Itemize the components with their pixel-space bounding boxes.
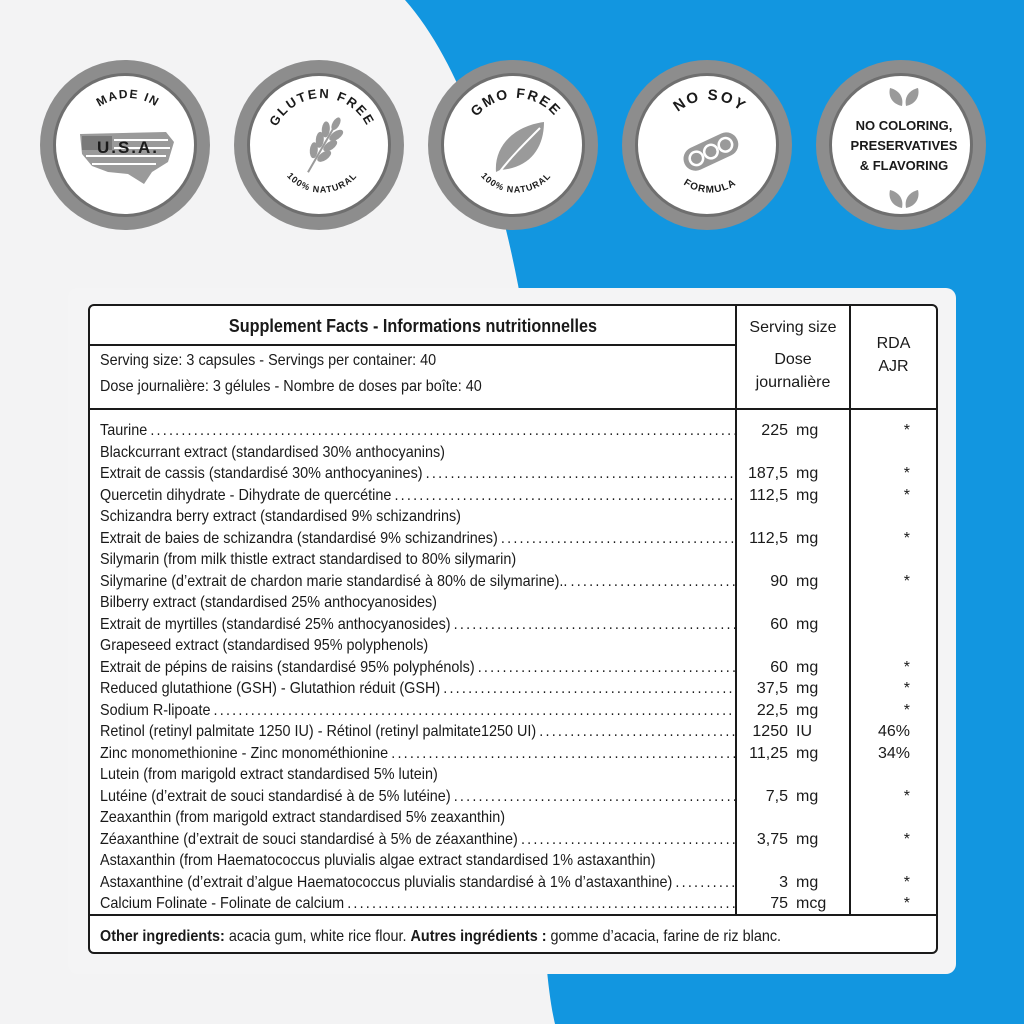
amount-value: 60 (770, 658, 788, 676)
ingredient-name (100, 463, 736, 484)
ingredient-name (100, 485, 736, 506)
ingredient-name-text: Grapeseed extract (standardised 95% polyphenols) (100, 637, 429, 654)
ingredient-name-text: Reduced glutathione (GSH) - Glutathion réduit (GSH) . . . (100, 678, 736, 699)
amount-unit: mg (796, 529, 819, 547)
ingredient-name-text: Lutein (from marigold extract standardised 5% lutein) (100, 766, 438, 783)
ingredient-name-text: Taurine . . . (100, 420, 736, 441)
ingredient-name (100, 549, 736, 570)
ingredient-amount (738, 420, 830, 441)
amount-value: 1250 (752, 723, 788, 740)
amount-unit: mg (796, 486, 819, 504)
amount-unit: mg (796, 615, 819, 633)
ingredient-name (100, 807, 736, 828)
ingredient-amount (738, 829, 830, 850)
ingredient-name (100, 743, 736, 764)
badge-top-text: GLUTEN FREE (266, 85, 378, 129)
amount-value: 225 (761, 422, 788, 439)
table-row (90, 893, 936, 914)
table-row (90, 528, 936, 549)
ingredient-name-text: Silymarin (from milk thistle extract standardised to 80% silymarin) (100, 551, 517, 568)
ingredient-amount (738, 721, 830, 742)
rda-header-line-2: AJR (878, 358, 909, 375)
ingredient-amount (738, 700, 830, 721)
svg-text:100% NATURAL (285, 171, 359, 195)
other-ingredients-label-en: Other ingredients: (100, 928, 225, 945)
table-row (90, 614, 936, 635)
ingredient-rda: * (903, 658, 910, 676)
table-row (90, 657, 936, 678)
serving-header-line-3: journalière (755, 374, 831, 391)
serving-size-en: Serving size: 3 capsules - Servings per container: 40 (100, 352, 437, 369)
ingredient-name-text: Silymarine (d’extrait de chardon marie standardisé à 80% de silymarine).. . . . (100, 571, 736, 592)
ingredient-amount (738, 893, 830, 914)
svg-text:GLUTEN FREE (266, 86, 378, 129)
amount-unit: mg (796, 744, 819, 762)
ingredient-name (100, 614, 736, 635)
ingredient-name (100, 850, 736, 871)
leaf-icon (496, 122, 544, 174)
no-soy-badge (622, 60, 792, 230)
ingredient-rda: * (903, 895, 910, 912)
ingredient-name (100, 721, 736, 742)
svg-text:FORMULA (682, 177, 739, 195)
table-row (90, 721, 936, 742)
badge-top-text: NO SOY (670, 86, 750, 116)
ingredient-amount (738, 571, 830, 592)
ingredient-name (100, 420, 736, 441)
ingredient-name (100, 893, 736, 914)
ingredient-rda: * (903, 787, 910, 805)
table-row (90, 743, 936, 764)
ingredient-name (100, 700, 736, 721)
ingredient-amount (738, 657, 830, 678)
amount-value: 60 (770, 615, 788, 633)
ingredient-amount (738, 463, 830, 484)
svg-text:100% NATURAL (479, 171, 553, 195)
amount-unit: mcg (796, 895, 827, 912)
ingredient-rda: * (903, 572, 910, 590)
ingredient-rda: * (903, 873, 910, 891)
gluten-free-badge (234, 60, 404, 230)
ingredient-name (100, 678, 736, 699)
soybean-pod-icon (680, 128, 743, 174)
ingredient-amount (738, 678, 830, 699)
ingredient-name-text: Schizandra berry extract (standardised 9% schizandrins) (100, 508, 461, 525)
amount-value: 187,5 (747, 465, 788, 482)
table-row (90, 807, 936, 828)
other-ingredients-text-en: acacia gum, white rice flour. (224, 928, 411, 945)
serving-size-header (737, 316, 849, 394)
other-ingredients (100, 928, 781, 946)
ingredient-name-text: Quercetin dihydrate - Dihydrate de quercétine . . . (100, 485, 736, 506)
badge-top-text: GMO FREE (467, 84, 565, 120)
table-row (90, 678, 936, 699)
table-row (90, 592, 936, 613)
badge-bottom-text: FORMULA (681, 177, 739, 196)
table-row (90, 442, 936, 463)
ingredient-amount (738, 614, 830, 635)
table-row (90, 700, 936, 721)
ingredient-name (100, 528, 736, 549)
badge-bottom-text: 100% NATURAL (479, 170, 553, 195)
ingredient-name-text: Blackcurrant extract (standardised 30% anthocyanins) (100, 443, 445, 461)
badge-line-1: NO COLORING, (855, 118, 953, 133)
ingredient-rda: 34% (877, 744, 910, 762)
ingredient-amount (738, 786, 830, 807)
amount-value: 37,5 (756, 680, 788, 697)
ingredient-name-text: Lutéine (d’extrait de souci standardisé à de 5% lutéine) . . . (100, 786, 736, 807)
amount-unit: mg (796, 658, 819, 676)
table-row (90, 549, 936, 570)
amount-unit: IU (796, 723, 812, 740)
ingredient-name-text: Astaxanthin (from Haematococcus pluvialis algae extract standardised 1% astaxanthin) (100, 852, 656, 869)
ingredient-name-text: Calcium Folinate - Folinate de calcium . . . (100, 893, 736, 914)
amount-unit: mg (796, 465, 819, 482)
ingredient-name (100, 442, 736, 463)
ingredient-rda: * (903, 701, 910, 719)
amount-unit: mg (796, 701, 819, 719)
ingredient-name-text: Sodium R-lipoate . . . (100, 700, 736, 721)
table-row (90, 872, 936, 893)
badge-bottom-text: 100% NATURAL (285, 170, 359, 195)
ingredient-rda: * (903, 422, 910, 439)
badge-center-text (832, 116, 976, 176)
ingredient-name-text: Zéaxanthine (d’extrait de souci standardisé à 5% de zéaxanthine) . . . (100, 829, 736, 850)
ingredient-name-text: Zeaxanthin (from marigold extract standardised 5% zeaxanthin) (100, 809, 505, 826)
ingredient-rda: * (903, 529, 910, 547)
ingredient-name (100, 635, 736, 656)
amount-value: 112,5 (749, 486, 788, 504)
ingredient-name (100, 571, 736, 592)
badge-center-text: U.S.A. (96, 138, 160, 157)
ingredient-rda: 46% (877, 723, 910, 740)
rda-header-line-1: RDA (876, 335, 911, 352)
facts-title: Supplement Facts - Informations nutritionnelles (228, 316, 598, 336)
table-row (90, 635, 936, 656)
amount-unit: mg (796, 787, 819, 805)
supplement-facts-table (88, 304, 938, 954)
svg-text:NO SOY (670, 87, 750, 116)
ingredient-amount (738, 485, 830, 506)
ingredient-name (100, 506, 736, 527)
ingredient-name-text: Retinol (retinyl palmitate 1250 IU) - Rétinol (retinyl palmitate1250 UI) . . . (100, 721, 736, 742)
badge-line-3: & FLAVORING (859, 158, 949, 173)
badge-line-2: PRESERVATIVES (850, 138, 958, 153)
badge-top-text: MADE IN (93, 86, 163, 110)
ingredient-name-text: Extrait de myrtilles (standardisé 25% anthocyanosides) . . . (100, 614, 736, 635)
ingredient-name-text: Bilberry extract (standardised 25% anthocyanosides) (100, 594, 437, 611)
amount-unit: mg (796, 572, 819, 590)
ingredient-amount (738, 528, 830, 549)
no-coloring-badge (816, 60, 986, 230)
table-row (90, 850, 936, 871)
ingredient-name-text: Extrait de baies de schizandra (standardisé 9% schizandrines) . . . (100, 528, 736, 549)
other-ingredients-label-fr: Autres ingrédients : (410, 928, 547, 945)
amount-value: 75 (770, 895, 788, 912)
ingredient-name (100, 592, 736, 613)
ingredient-name (100, 764, 736, 785)
table-row (90, 829, 936, 850)
amount-unit: mg (796, 422, 819, 439)
serving-header-line-1: Serving size (749, 319, 837, 336)
ingredient-rda: * (903, 465, 910, 482)
amount-unit: mg (796, 830, 819, 848)
ingredient-name-text: Extrait de pépins de raisins (standardisé 95% polyphénols) . . . (100, 657, 736, 678)
table-row (90, 571, 936, 592)
wheat-icon (297, 111, 351, 179)
title-divider (90, 344, 736, 346)
rda-header (851, 332, 936, 378)
table-row (90, 786, 936, 807)
amount-unit: mg (796, 680, 819, 697)
svg-text:GMO FREE (467, 85, 565, 119)
amount-value: 22,5 (756, 701, 788, 719)
table-row (90, 420, 936, 441)
amount-value: 7,5 (765, 787, 788, 805)
amount-unit: mg (796, 873, 819, 891)
table-row (90, 506, 936, 527)
table-row (90, 463, 936, 484)
amount-value: 11,25 (749, 744, 788, 762)
ingredient-name-text: Zinc monomethionine - Zinc monométhionine . . . (100, 743, 736, 764)
amount-value: 3 (779, 873, 788, 891)
header-divider (90, 408, 936, 410)
ingredient-name (100, 786, 736, 807)
made-in-usa-badge (40, 60, 210, 230)
table-row (90, 764, 936, 785)
svg-text:MADE IN (94, 87, 162, 110)
footer-divider (90, 914, 936, 916)
ingredient-name-text: Astaxanthine (d’extrait d’algue Haematococcus pluvialis standardisé à 1% d’astaxanthine) . . . (100, 872, 736, 893)
ingredient-name (100, 872, 736, 893)
ingredient-amount (738, 743, 830, 764)
amount-value: 90 (770, 572, 788, 590)
amount-value: 112,5 (749, 529, 788, 547)
ingredient-name-text: Extrait de cassis (standardisé 30% anthocyanines) . . . (100, 463, 736, 484)
ingredient-name (100, 829, 736, 850)
ingredient-rda: * (903, 680, 910, 697)
table-row (90, 485, 936, 506)
amount-value: 3,75 (756, 830, 788, 848)
gmo-free-badge (428, 60, 598, 230)
ingredient-amount (738, 872, 830, 893)
serving-header-line-2: Dose (774, 351, 812, 368)
serving-size-fr: Dose journalière: 3 gélules - Nombre de doses par boîte: 40 (100, 378, 482, 395)
ingredient-rda: * (903, 830, 910, 848)
ingredient-rda: * (903, 486, 910, 504)
ingredient-name (100, 657, 736, 678)
other-ingredients-text-fr: gomme d’acacia, farine de riz blanc. (546, 928, 782, 945)
